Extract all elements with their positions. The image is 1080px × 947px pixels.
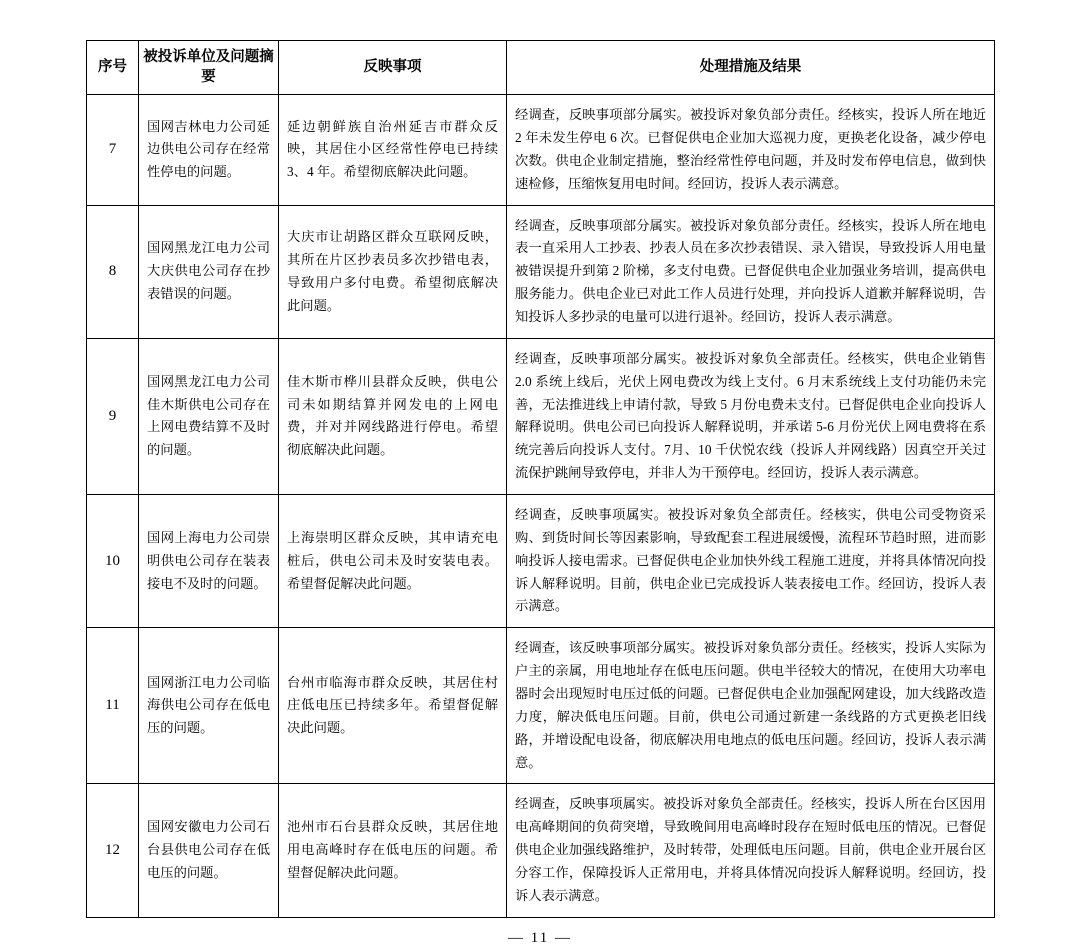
cell-result: 经调查，反映事项部分属实。被投诉对象负全部责任。经核实，供电企业销售 2.0 系统上线后，光伏上网电费改为线上支付。6 月末系统线上支付功能仍未完善，无法推进线上申请付款，导致 5 月份电费未支付。已督促供电企业向投诉人解释说明。供电公司已向投诉人解释说明，并承诺 5-6 月份光伏上网电费将在系统完善后向投诉人支付。7月、10 千伏悦农线（投诉人并网线路）因真空开关过流保护跳闸导致停电，并非人为干预停电。经回访，投诉人表示满意。 <box>507 338 995 494</box>
cell-result: 经调查，反映事项部分属实。被投诉对象负部分责任。经核实，投诉人所在地近 2 年未发生停电 6 次。已督促供电企业加大巡视力度，更换老化设备，减少停电次数。供电企业制定措施，整治经常性停电问题，并及时发布停电信息，做到快速检修，压缩恢复用电时间。经回访，投诉人表示满意。 <box>507 95 995 205</box>
cell-no: 11 <box>87 628 139 784</box>
cell-issue: 大庆市让胡路区群众互联网反映，其所在片区抄表员多次抄错电表，导致用户多付电费。希望彻底解决此问题。 <box>279 205 507 338</box>
column-header-result: 处理措施及结果 <box>507 41 995 95</box>
table-header <box>87 41 995 95</box>
cell-issue: 佳木斯市桦川县群众反映，供电公司未如期结算并网发电的上网电费，并对并网线路进行停电。希望彻底解决此问题。 <box>279 338 507 494</box>
cell-no: 10 <box>87 495 139 628</box>
cell-no: 9 <box>87 338 139 494</box>
cell-unit: 国网安徽电力公司石台县供电公司存在低电压的问题。 <box>139 784 279 917</box>
table-row <box>87 784 995 917</box>
table-header-row <box>87 41 995 95</box>
cell-unit: 国网上海电力公司崇明供电公司存在装表接电不及时的问题。 <box>139 495 279 628</box>
column-header-unit: 被投诉单位及问题摘要 <box>139 41 279 95</box>
page-number: — 11 — <box>508 929 572 946</box>
column-header-issue: 反映事项 <box>279 41 507 95</box>
cell-result: 经调查，该反映事项部分属实。被投诉对象负部分责任。经核实，投诉人实际为户主的亲属，用电地址存在低电压问题。供电半径较大的情况，在使用大功率电器时会出现短时电压过低的问题。已督促供电企业加强配网建设，加大线路改造力度，解决低电压问题。目前，供电公司通过新建一条线路的方式更换老旧线路，并增设配电设备，彻底解决用电地点的低电压问题。经回访，投诉人表示满意。 <box>507 628 995 784</box>
table-row <box>87 205 995 338</box>
cell-unit: 国网黑龙江电力公司大庆供电公司存在抄表错误的问题。 <box>139 205 279 338</box>
cell-issue: 台州市临海市群众反映，其居住村庄低电压已持续多年。希望督促解决此问题。 <box>279 628 507 784</box>
cell-no: 7 <box>87 95 139 205</box>
cell-no: 12 <box>87 784 139 917</box>
table-row <box>87 338 995 494</box>
table-row <box>87 495 995 628</box>
table-row <box>87 628 995 784</box>
cell-result: 经调查，反映事项部分属实。被投诉对象负部分责任。经核实，投诉人所在地电表一直采用人工抄表、抄表人员在多次抄表错误、录入错误，导致投诉人用电量被错误提升到第 2 阶梯，多支付电费。已督促供电企业加强业务培训，提高供电服务能力。供电企业已对此工作人员进行处理，并向投诉人道歉并解释说明，告知投诉人多抄录的电量可以进行退补。经回访，投诉人表示满意。 <box>507 205 995 338</box>
cell-issue: 池州市石台县群众反映，其居住地用电高峰时存在低电压的问题。希望督促解决此问题。 <box>279 784 507 917</box>
cell-issue: 延边朝鲜族自治州延吉市群众反映，其居住小区经常性停电已持续 3、4 年。希望彻底解决此问题。 <box>279 95 507 205</box>
cell-unit: 国网浙江电力公司临海供电公司存在低电压的问题。 <box>139 628 279 784</box>
cell-result: 经调查，反映事项属实。被投诉对象负全部责任。经核实，供电公司受物资采购、到货时间长等因素影响，导致配套工程进展缓慢，流程环节趋时照，进而影响投诉人接电需求。已督促供电企业加快外线工程施工进度，并将具体情况向投诉人解释说明。目前，供电企业已完成投诉人装表接电工作。经回访，投诉人表示满意。 <box>507 495 995 628</box>
complaint-handling-table <box>86 40 995 918</box>
cell-result: 经调查，反映事项属实。被投诉对象负全部责任。经核实，投诉人所在台区因用电高峰期间的负荷突增，导致晚间用电高峰时段存在短时低电压的情况。已督促供电企业加强线路维护，及时转带，处理低电压问题。目前，供电企业开展台区分容工作，保障投诉人正常用电，并将具体情况向投诉人解释说明。经回访，投诉人表示满意。 <box>507 784 995 917</box>
table-row <box>87 95 995 205</box>
cell-unit: 国网黑龙江电力公司佳木斯供电公司存在上网电费结算不及时的问题。 <box>139 338 279 494</box>
cell-no: 8 <box>87 205 139 338</box>
cell-unit: 国网吉林电力公司延边供电公司存在经常性停电的问题。 <box>139 95 279 205</box>
cell-issue: 上海崇明区群众反映，其申请充电桩后，供电公司未及时安装电表。希望督促解决此问题。 <box>279 495 507 628</box>
column-header-no: 序号 <box>87 41 139 95</box>
table-body <box>87 95 995 918</box>
